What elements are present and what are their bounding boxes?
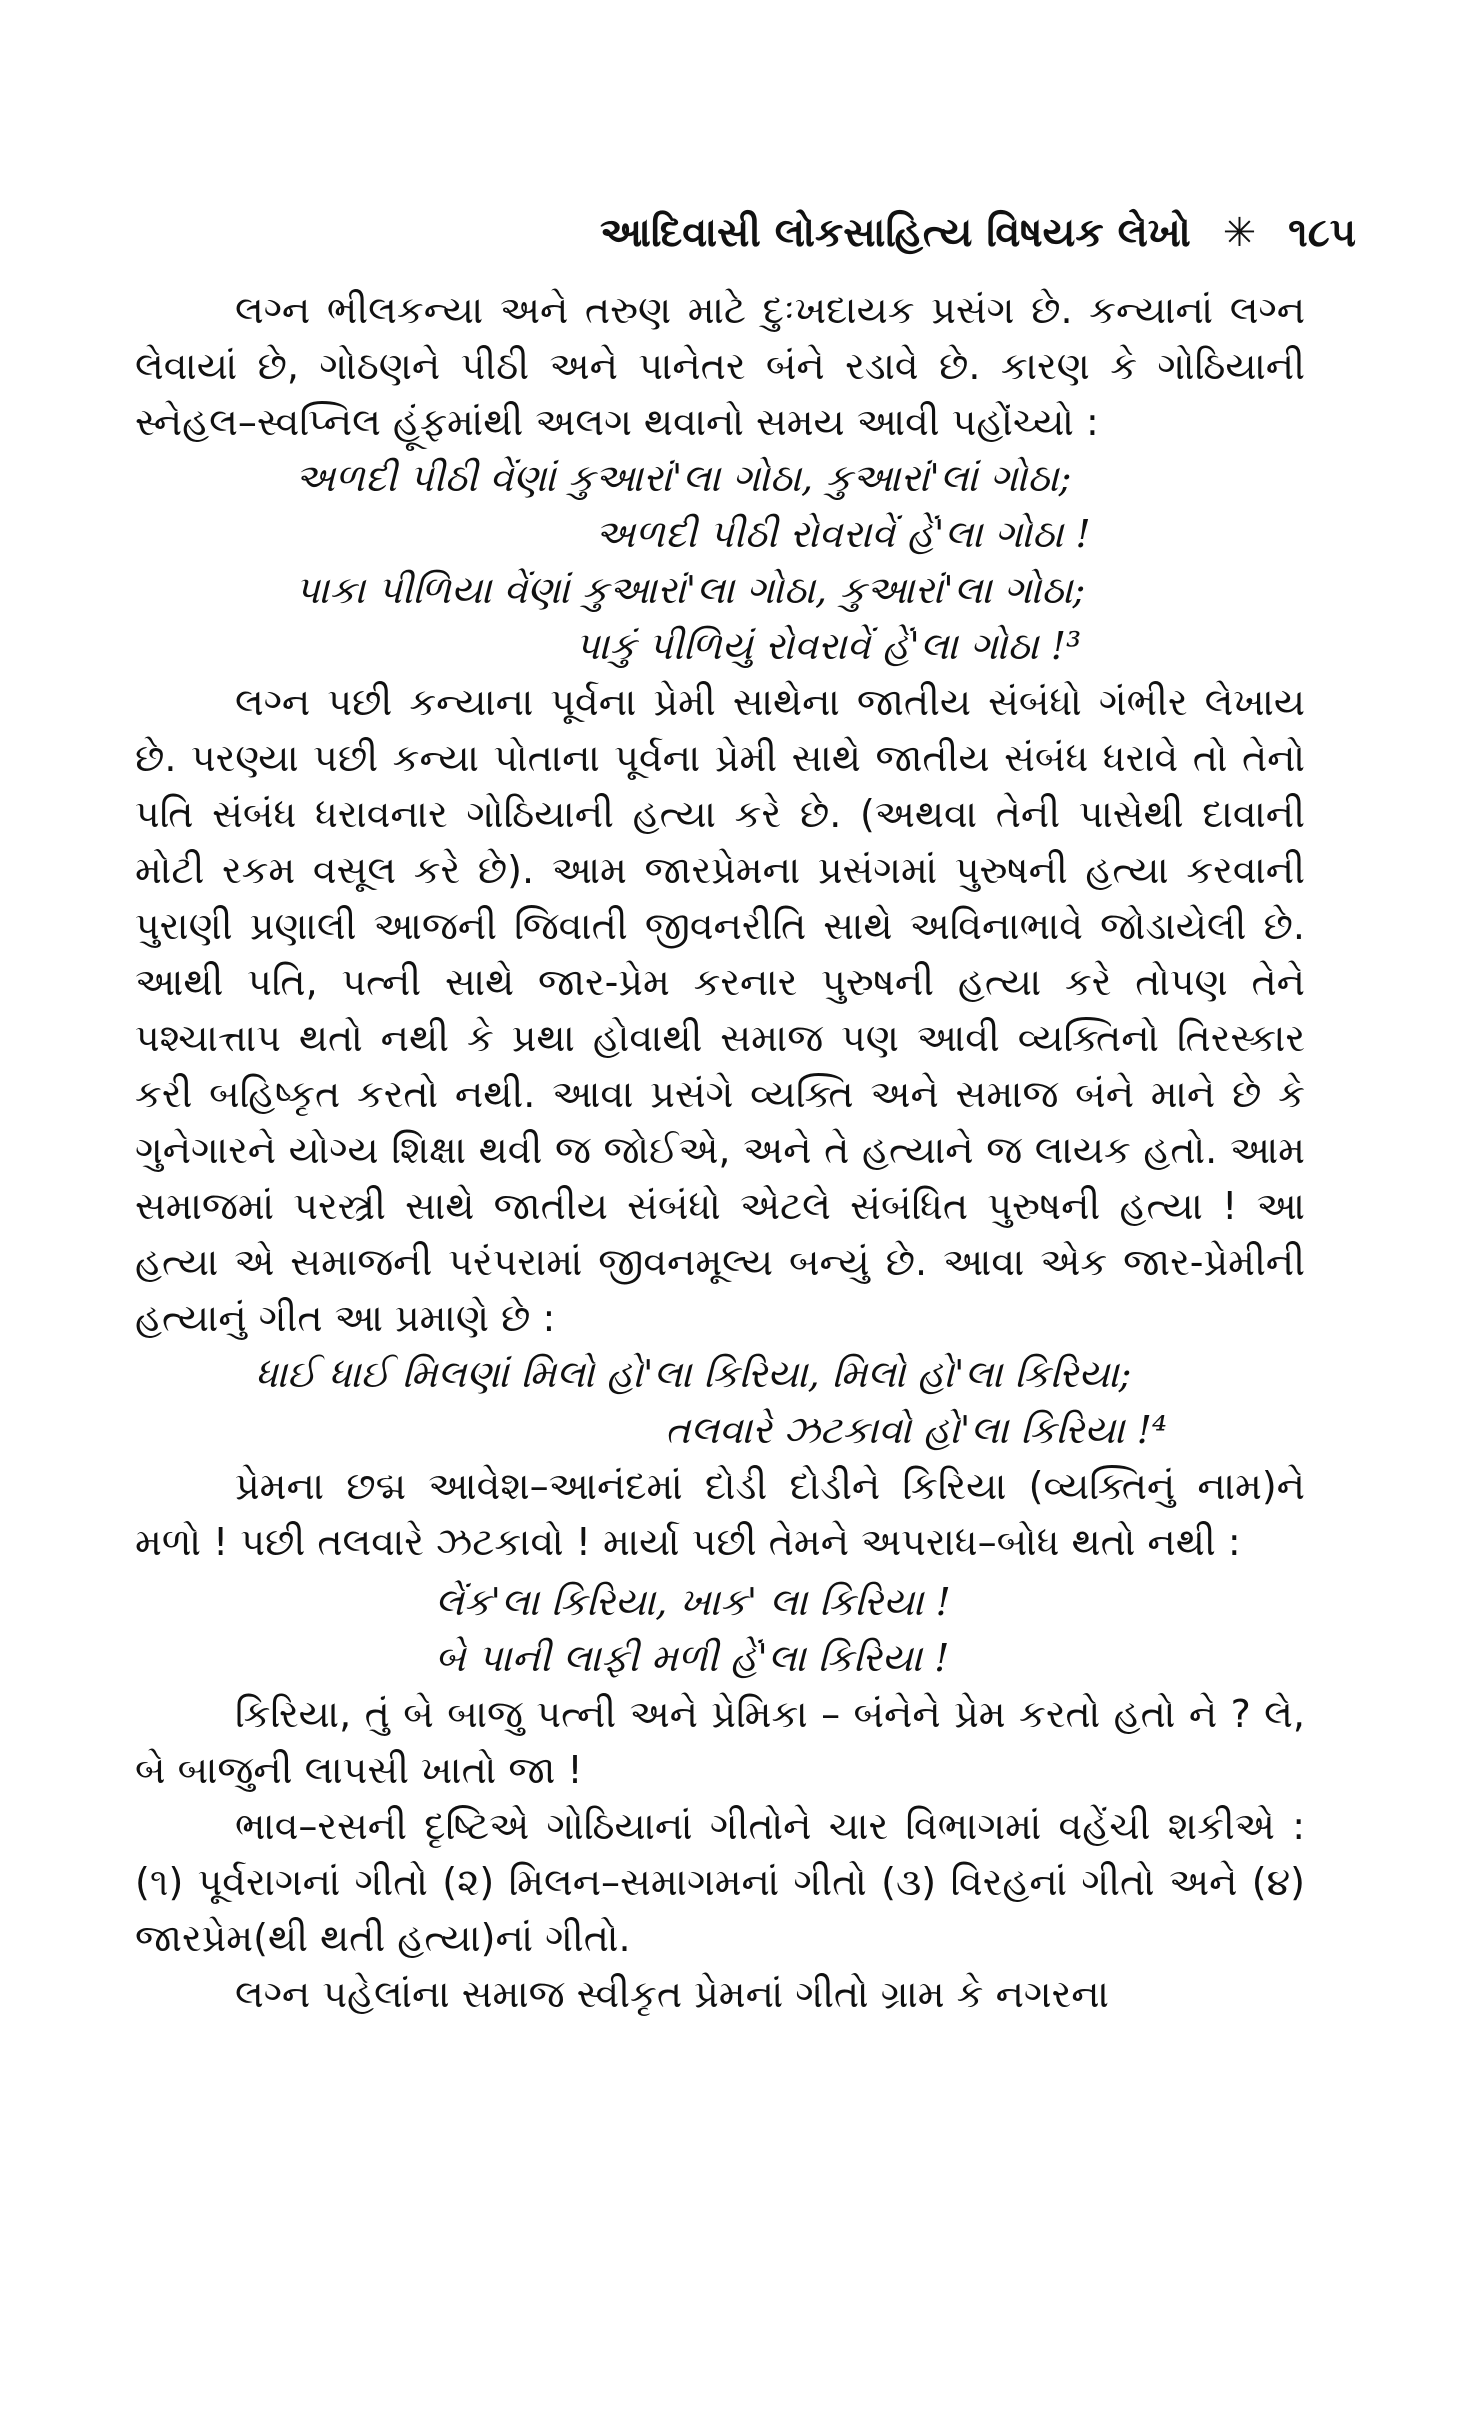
verse-line: બે પાની લાફી મળી હેં'લા કિરિયા ! — [435, 1636, 950, 1680]
running-header — [600, 210, 1356, 256]
verse-block-3 — [135, 1574, 1305, 1686]
running-title: આદિવાસી લોકસાહિત્ય વિષયક લેખો — [600, 210, 1191, 256]
verse-line: ધાઈ ધાઈ મિલણાં મિલો હો'લા કિરિયા, મિલો હો'લા કિરિયા; — [255, 1352, 1132, 1396]
verse-line: પાકું પીળિયું રોવરાવેં હેં'લા ગોઠા !³ — [575, 624, 1082, 668]
paragraph-3: પ્રેમના છદ્મ આવેશ–આનંદમાં દોડી દોડીને કિરિયા (વ્યક્તિનું નામ)ને મળો ! પછી તલવારે ઝટકાવો ! માર્યા પછી તેમને અપરાધ–બોધ થતો નથી : — [135, 1464, 1305, 1564]
paragraph-5: ભાવ–રસની દૃષ્ટિએ ગોઠિયાનાં ગીતોને ચાર વિભાગમાં વહેંચી શકીએ : (૧) પૂર્વરાગનાં ગીતો (૨) મિલન–સમાગમનાં ગીતો (૩) વિરહનાં ગીતો અને (૪) જારપ્રેમ(થી થતી હત્યા)નાં ગીતો. — [135, 1804, 1305, 1960]
verse-line: અળદી પીઠી રોવરાવેં હેં'લા ગોઠા ! — [595, 512, 1091, 556]
page-number: ૧૮૫ — [1288, 210, 1356, 256]
paragraph-4: કિરિયા, તું બે બાજુ પત્ની અને પ્રેમિકા – બંનેને પ્રેમ કરતો હતો ને ? લે, બે બાજુની લાપસી ખાતો જા ! — [135, 1692, 1305, 1792]
asterisk-separator-icon: ✳ — [1222, 210, 1257, 256]
paragraph-6: લગ્ન પહેલાંના સમાજ સ્વીકૃત પ્રેમનાં ગીતો ગ્રામ કે નગરના — [235, 1972, 1109, 2016]
verse-line: તલવારે ઝટકાવો હો'લા કિરિયા !⁴ — [665, 1408, 1168, 1452]
paragraph-2: લગ્ન પછી કન્યાના પૂર્વના પ્રેમી સાથેના જાતીય સંબંધો ગંભીર લેખાય છે. પરણ્યા પછી કન્યા પોતાના પૂર્વના પ્રેમી સાથે જાતીય સંબંધ ધરાવે તો તેનો પતિ સંબંધ ધરાવનાર ગોઠિયાની હત્યા કરે છે. (અથવા તેની પાસેથી દાવાની મોટી રકમ વસૂલ કરે છે). આમ જારપ્રેમના પ્રસંગમાં પુરુષની હત્યા કરવાની પુરાણી પ્રણાલી આજની જિવાતી જીવનરીતિ સાથે અવિનાભાવે જોડાયેલી છે. આથી પતિ, પત્ની સાથે જાર-પ્રેમ કરનાર પુરુષની હત્યા કરે તોપણ તેને પશ્ચાત્તાપ થતો નથી કે પ્રથા હોવાથી સમાજ પણ આવી વ્યક્તિનો તિરસ્કાર કરી બહિષ્કૃત કરતો નથી. આવા પ્રસંગે વ્યક્તિ અને સમાજ બંને માને છે કે ગુનેગારને યોગ્ય શિક્ષા થવી જ જોઈએ, અને તે હત્યાને જ લાયક હતો. આમ સમાજમાં પરસ્ત્રી સાથે જાતીય સંબંધો એટલે સંબંધિત પુરુષની હત્યા ! આ હત્યા એ સમાજની પરંપરામાં જીવનમૂલ્ય બન્યું છે. આવા એક જાર-પ્રેમીની હત્યાનું ગીત આ પ્રમાણે છે : — [135, 680, 1305, 1340]
verse-line: અળદી પીઠી વેંણાં કુઆરાં'લા ગોઠા, કુઆરાં'લાં ગોઠા; — [295, 456, 1072, 500]
verse-block-1 — [135, 450, 1305, 674]
verse-line: લેંક'લા કિરિયા, ખાક' લા કિરિયા ! — [435, 1580, 951, 1624]
paragraph-1: લગ્ન ભીલકન્યા અને તરુણ માટે દુઃખદાયક પ્રસંગ છે. કન્યાનાં લગ્ન લેવાયાં છે, ગોઠણને પીઠી અને પાનેતર બંને રડાવે છે. કારણ કે ગોઠિયાની સ્નેહલ–સ્વપ્નિલ હૂંફમાંથી અલગ થવાનો સમય આવી પહોંચ્યો : — [135, 288, 1306, 444]
body-text — [135, 282, 1305, 2022]
verse-line: પાકા પીળિયા વેંણાં કુઆરાં'લા ગોઠા, કુઆરાં'લા ગોઠા; — [295, 568, 1086, 612]
verse-block-2 — [135, 1346, 1305, 1458]
